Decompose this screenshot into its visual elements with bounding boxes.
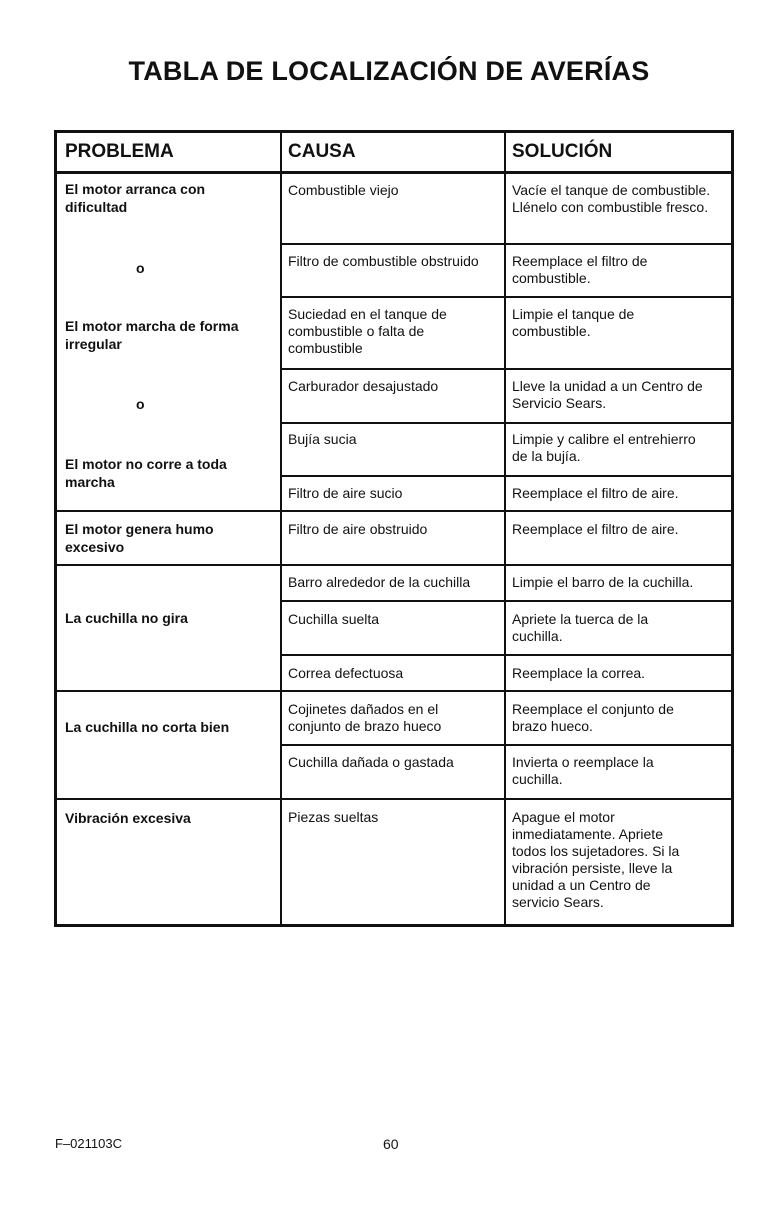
column-divider (280, 133, 282, 924)
document-code: F–021103C (55, 1136, 122, 1151)
header-solution: SOLUCIÓN (512, 141, 613, 162)
problem-vibration: Vibración excesiva (65, 810, 191, 826)
cause-cell: Barro alrededor de la cuchilla (288, 574, 471, 590)
solution-cell: Reemplace el filtro de combustible. (512, 253, 648, 286)
solution-cell: Limpie y calibre el entrehierro de la bujía. (512, 431, 696, 464)
cause-cell: Correa defectuosa (288, 665, 404, 681)
cause-cell: Cojinetes dañados en el conjunto de brazo hueco (288, 701, 442, 734)
solution-cell: Limpie el barro de la cuchilla. (512, 574, 694, 590)
cause-cell: Filtro de combustible obstruido (288, 253, 479, 269)
row-divider (281, 654, 731, 656)
row-divider (57, 798, 731, 800)
solution-cell: Vacíe el tanque de combustible. Llénelo con combustible fresco. (512, 182, 711, 215)
problem-blade-no-turn: La cuchilla no gira (65, 610, 188, 626)
problem-irregular: El motor marcha de forma irregular (65, 318, 239, 352)
row-divider (57, 564, 731, 566)
troubleshooting-table (54, 130, 734, 927)
solution-cell: Limpie el tanque de combustible. (512, 306, 635, 339)
cause-cell: Filtro de aire sucio (288, 485, 403, 501)
header-problem: PROBLEMA (65, 141, 174, 162)
row-divider (57, 510, 731, 512)
page-title: TABLA DE LOCALIZACIÓN DE AVERÍAS (128, 56, 650, 86)
solution-cell: Invierta o reemplace la cuchilla. (512, 754, 654, 787)
solution-cell: Reemplace el filtro de aire. (512, 521, 679, 537)
solution-cell: Lleve la unidad a un Centro de Servicio Sears. (512, 378, 703, 411)
solution-cell: Reemplace el conjunto de brazo hueco. (512, 701, 674, 734)
row-divider (281, 744, 731, 746)
cause-cell: Bujía sucia (288, 431, 357, 447)
header-divider (57, 171, 731, 174)
problem-not-full-speed: El motor no corre a toda marcha (65, 456, 227, 490)
cause-cell: Filtro de aire obstruido (288, 521, 428, 537)
solution-cell: Reemplace la correa. (512, 665, 646, 681)
cause-cell: Carburador desajustado (288, 378, 439, 394)
cause-cell: Cuchilla dañada o gastada (288, 754, 454, 770)
column-divider (504, 133, 506, 924)
problem-or: o (136, 260, 145, 276)
row-divider (281, 368, 731, 370)
row-divider (281, 600, 731, 602)
problem-hard-start: El motor arranca con dificultad (65, 181, 206, 215)
solution-cell: Apague el motor inmediatamente. Apriete todos los sujetadores. Si la vibración persiste, lleve la unidad a un Centro de servicio Sears. (512, 809, 680, 910)
row-divider (281, 475, 731, 477)
problem-blade-poor-cut: La cuchilla no corta bien (65, 719, 230, 735)
cause-cell: Piezas sueltas (288, 809, 379, 825)
solution-cell: Apriete la tuerca de la cuchilla. (512, 611, 649, 644)
cause-cell: Combustible viejo (288, 182, 399, 198)
page-number: 60 (383, 1136, 399, 1152)
cause-cell: Cuchilla suelta (288, 611, 380, 627)
header-cause: CAUSA (288, 141, 356, 162)
solution-cell: Reemplace el filtro de aire. (512, 485, 679, 501)
row-divider (281, 296, 731, 298)
row-divider (57, 690, 731, 692)
row-divider (281, 243, 731, 245)
row-divider (281, 422, 731, 424)
cause-cell: Suciedad en el tanque de combustible o falta de combustible (288, 306, 447, 356)
problem-or: o (136, 396, 145, 412)
problem-excess-smoke: El motor genera humo excesivo (65, 521, 214, 555)
